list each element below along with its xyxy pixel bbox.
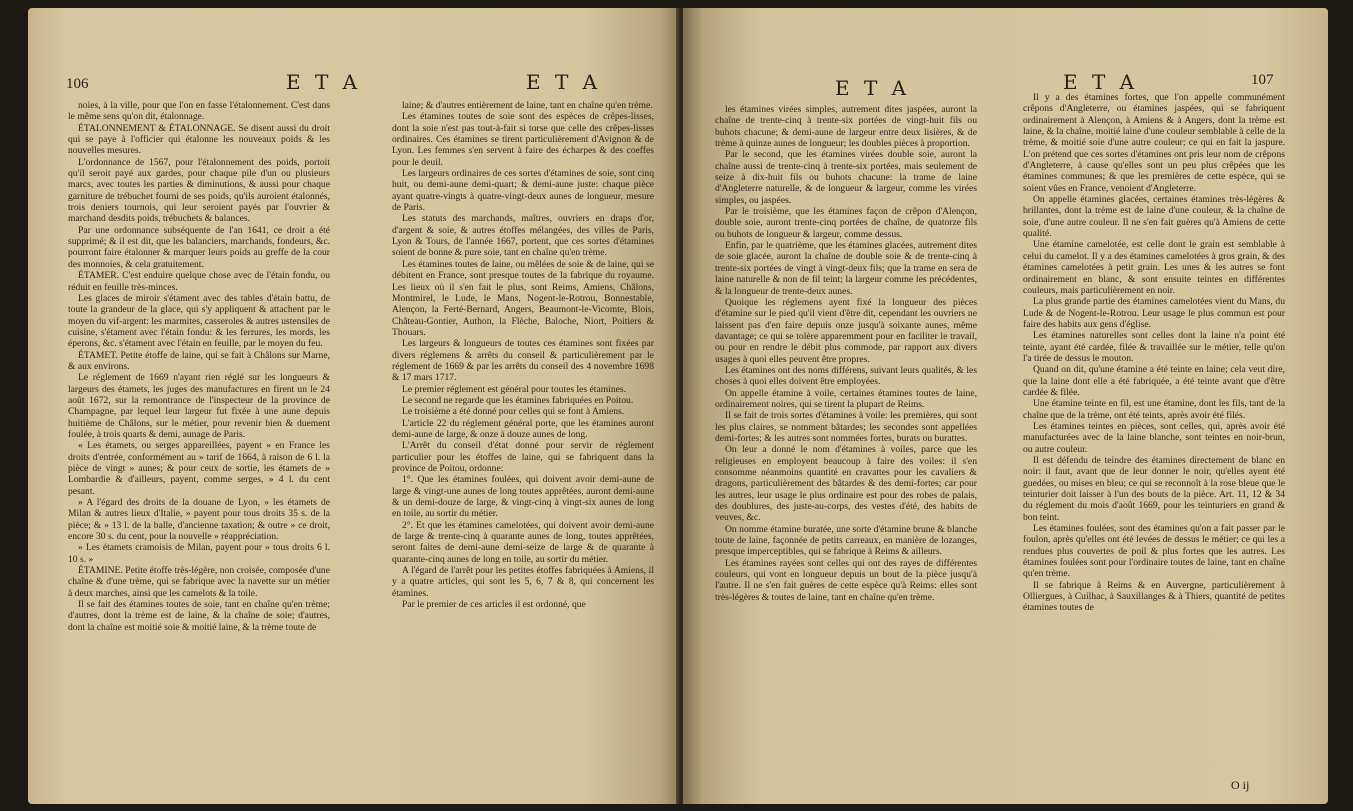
paragraph: On appelle étamine à voile, certaines étamines toutes de laine, ordinairement noires, qui se tirent la plupart de Reims. [715, 387, 977, 410]
paragraph: Par une ordonnance subséquente de l'an 1641, ce droit a été supprimé; & il est dit, que les balanciers, marchands, fondeurs, &c. pourront faire étalonner & marquer leurs poids au greffe de la cour des monnoies, & cela gratuitement. [68, 224, 330, 270]
paragraph: Les étamines rayées sont celles qui ont des rayes de différentes couleurs, qui vont en longueur depuis un bout de la pièce jusqu'à l'autre. Il ne s'en fait guères de cette espèce qu'à Reims: elles sont très-légères & toutes de laine, tant en chaîne qu'en trème. [715, 557, 977, 603]
running-head-right-1: E T A [835, 76, 911, 100]
paragraph: Les étamines ont des noms différens, suivant leurs qualités, & les choses à quoi elles doivent être employées. [715, 364, 977, 388]
right-page [683, 8, 1328, 804]
paragraph: ÉTAMER. C'est enduire quelque chose avec de l'étain fondu, ou réduit en feuille très-minces. [68, 270, 330, 293]
paragraph: 2°. Et que les étamines camelotées, qui doivent avoir demi-aune de large & trente-cinq à quarante aunes de long, toutes apprêtées, seront faites de demi-aune demi-seize de large & de quarante à quarante-cinq aunes de long en toile, au sortir du métier. [392, 519, 654, 565]
paragraph: noies, à la ville, pour que l'on en fasse l'étalonnement. C'est dans le même sens qu'on dit, étalonnage. [68, 100, 330, 123]
paragraph: Il est défendu de teindre des étamines directement de blanc en noir: il faut, avant que de leur donner le noir, qu'elles ayent été guedées, ou mises en bleu; ce qui se reconnoît à la rose bleue que le teinturier doit laisser à l'un des bouts de la pièce. Art. 11, 12 & 34 du réglement du mois d'août 1669, pour les teinturiers en grand & bon teint. [1023, 455, 1285, 523]
paragraph: » Les étamets cramoisis de Milan, payent pour » tous droits 6 l. 10 s. » [68, 542, 330, 565]
paragraph: Une étamine camelotée, est celle dont le grain est semblable à celui du camelot. Il y a des étamines camelotées à gros grain, & des étamines camelotées à petit grain. Les unes & les autres se font ordinairement en blanc, & sont ensuite teintes en différentes couleurs, mais particulièrement en noir. [1023, 239, 1285, 296]
paragraph: Les largeurs ordinaires de ces sortes d'étamines de soie, sont cinq huit, ou demi-aune demi-quart; & demi-aune juste: chaque pièce ayant quatre-vingts à quatre-vingt-deux aunes de longueur, mesure de Paris. [392, 168, 654, 214]
paragraph: Par le troisième, que les étamines façon de crêpon d'Alençon, double soie, auront trente-cinq portées de chaîne, de quatorze fils ou buhots de longueur & largeur, comme dessus. [715, 206, 977, 240]
paragraph: Les étamines toutes de soie sont des espèces de crêpes-lisses, dont la soie n'est pas tout-à-fait si torse que celle des crêpes-lisses ordinaires. Ces étamines se tirent particulièrement d'Avignon & de Lyon. Les femmes s'en servent à faire des écharpes & des coeffes pour le deuil. [392, 111, 654, 168]
paragraph: On appelle étamines glacées, certaines étamines très-légères & brillantes, dont la trème est de laine d'une couleur, & la chaîne de soie, d'une autre couleur. Il ne s'en fait guères qu'à Amiens de cette qualité. [1023, 194, 1285, 240]
paragraph: Les étamines foulées, sont des étamines qu'on a fait passer par le foulon, après qu'elles ont été levées de dessus le métier; ce qui les a rendues plus couvertes de poil & plus fortes que les autres. Les étamines foulées sont pour l'ordinaire toutes de laine, tant en chaîne qu'en trème. [1023, 523, 1285, 580]
paragraph: Les statuts des marchands, maîtres, ouvriers en draps d'or, d'argent & soie, & autres étoffes mélangées, des villes de Paris, Lyon & Tours, de l'année 1667, portent, que ces sortes d'étamines soient de bonne & pure soie, tant en chaîne qu'en trème. [392, 213, 654, 259]
paragraph: Il se fait de trois sortes d'étamines à voile: les premières, qui sont les plus claires, se nomment bâtardes; les secondes sont appellées demi-fortes; & les autres sont nommées fortes, burats ou burattes. [715, 410, 977, 444]
paragraph: ÉTALONNEMENT & ÉTALONNAGE. Se disent aussi du droit qui se paye à l'officier qui étalonne les nouveaux poids & les nouvelles mesures. [68, 122, 330, 157]
paragraph: Quoique les réglemens ayent fixé la longueur des pièces d'étamine sur le pied qu'il vient d'être dit, cependant les ouvriers ne laissent pas d'en faire depuis onze jusqu'à soixante aunes, même davantage; ce qui se tolère apparemment pour en faciliter le travail, ou pour en rendre le débit plus commode, par rapport aux divers usages à quoi elles peuvent être propres. [715, 296, 977, 365]
paragraph: Il se fait des étamines toutes de soie, tant en chaîne qu'en trème; d'autres, dont la trème est de laine, & la chaîne de soie; d'autres, dont la chaîne est moitié soie & moitié laine, & la trème toute de [68, 599, 330, 633]
paragraph: Par le premier de ces articles il est ordonné, que [402, 599, 586, 611]
paragraph: « Les étamets, ou serges appareillées, payent » en France les droits d'entrée, conformément au » tarif de 1664, à raison de 6 l. la pièce de vingt » aunes; & pour ceux de sortie, les étamets de » Lombardie & d'ailleurs, payent, comme serges, » 4 l. du cent pesant. [68, 440, 330, 497]
page-number-right: 107 [1251, 72, 1274, 88]
right-column-1 [715, 104, 977, 784]
running-head-left-1: E T A [286, 70, 362, 94]
paragraph: Une étamine teinte en fil, est une étamine, dont les fils, tant de la chaîne que de la trème, ont été teints, après avoir été filés. [1023, 398, 1285, 421]
left-page [28, 8, 680, 804]
paragraph: L'article 22 du réglement général porte, que les étamines auront demi-aune de large, & onze à douze aunes de long. [392, 417, 654, 440]
paragraph: Les étamines teintes en pièces, sont celles, qui, après avoir été manufacturées avec de la laine blanche, sont teintes en noir-brun, ou autre couleur. [1023, 420, 1285, 455]
paragraph: On leur a donné le nom d'étamines à voiles, parce que les religieuses en employent beaucoup à faire des voiles: il s'en consomme néanmoins quantité en cravattes pour les cavaliers & dragons, particulièrement des bâtardes & des demi-fortes; car pour les autres, leur usage le plus ordinaire est pour des robes de palais, des doublures, des juste-au-corps, des vestes d'été, des habits de veuves, &c. [715, 444, 977, 524]
paragraph: » A l'égard des droits de la douane de Lyon, » les étamets de Milan & autres lieux d'Italie, » payent pour tous droits 35 s. de la pièce; & » 13 l. de la balle, d'ancienne taxation; & outre » ce droit, encore 30 s. du cent, pour la nouvelle » réappréciation. [68, 497, 330, 543]
right-column-2 [1023, 92, 1285, 772]
paragraph: Le réglement de 1669 n'ayant rien réglé sur les longueurs & largeurs des étamets, les juges des manufactures en firent un le 24 août 1672, sur la remontrance de l'inspecteur de la province de Champagne, par lequel leur largeur fut fixée à une aune depuis huitième de Châlons, sur le métier, pour revenir bien & duement foulée, à trois quarts & demi, aunage de Paris. [68, 372, 330, 440]
paragraph: Par le second, que les étamines virées double soie, auront la chaîne aussi de trente-cinq à trente-six portées, mais seulement de seize à dix-huit fils ou buhots chacune: la trame de laine d'Angleterre naturelle, & de longueur & largeur, comme les virées simples, ou jaspées. [715, 149, 977, 206]
paragraph: Les étamines naturelles sont celles dont la laine n'a point été teinte, ayant été cardée, filée & travaillée sur le métier, telle qu'on l'a tirée de dessus le mouton. [1023, 330, 1285, 364]
paragraph: Les largeurs & longueurs de toutes ces étamines sont fixées par divers réglemens & arrêts du conseil & particulièrement par le réglement de 1669 & par les arrêts du conseil des 4 novembre 1698 & 17 mars 1717. [392, 338, 654, 384]
paragraph: Il y a des étamines fortes, que l'on appelle communément crêpons d'Angleterre, ou étamines jaspées, qui se fabriquent ordinairement à Alençon, à Amiens & à Angers, dont la trème est laine, & la chaîne, moitié laine d'une couleur semblable à celle de la trème, & moitié soie d'une autre couleur; ce qui en fait la jaspure. L'on prétend que ces sortes d'étamines ont pris leur nom de crêpons d'Angleterre, à cause qu'elles sont un peu plus crêpées que les étamines communes; & que les premières de cette espèce, qui se soient vûes en France, venoient d'Angleterre. [1023, 92, 1285, 194]
paragraph: Il se fabrique à Reims & en Auvergne, particulièrement à Olliergues, à Cuilhac, à Sauxillanges & à Thiers, quantité de petites étamines toutes de [1023, 579, 1285, 614]
paragraph: Le troisième a été donné pour celles qui se font à Amiens. [402, 406, 625, 418]
left-column-1 [68, 100, 330, 780]
paragraph: Les glaces de miroir s'étament avec des tables d'étain battu, de toute la grandeur de la glace, qui s'y appliquent & attachent par le moyen du vif-argent: les marmites, casseroles & autres ustensiles de cuisine, s'étament avec l'étain fondu: & les ferrures, les mords, les éperons, &c. s'étament avec l'étain en feuille, par le moyen du feu. [68, 292, 330, 350]
paragraph: Les étamines toutes de laine, ou mêlées de soie & de laine, qui se débitent en France, sont presque toutes de la fabrique du royaume. Les lieux où il s'en fait le plus, sont Reims, Amiens, Châlons, Montmirel, le Lude, le Mans, Nogent-le-Rotrou, Bonnestable, Alençon, la Ferté-Bernard, Angers, Beaumont-le-Vicomte, Blois, Château-Gontier, Authon, la Flèche, Baloche, Niort, Poitiers & Thouars. [392, 258, 654, 338]
paragraph: Le premier réglement est général pour toutes les étamines. [402, 383, 627, 395]
paragraph: Le second ne regarde que les étamines fabriquées en Poitou. [402, 394, 634, 406]
left-column-2 [392, 100, 654, 780]
paragraph: Enfin, par le quatrième, que les étamines glacées, autrement dites de soie glacée, auront la chaîne de double soie & de trente-cinq à trente-six portées de vingt à vingt-deux fils; que la trame en sera de laine naturelle & non de fil teint; la largeur comme les précédentes, & la longueur de trente-deux aunes. [715, 240, 977, 297]
page-number-left: 106 [66, 76, 89, 92]
paragraph: On nomme étamine buratée, une sorte d'étamine brune & blanche toute de laine, façonnée de petits carreaux, en manière de lozanges, presque imperceptibles, qui se fabrique à Reims & ailleurs. [715, 523, 977, 558]
paragraph: ÉTAMINE. Petite étoffe très-légère, non croisée, composée d'une chaîne & d'une trème, qui se fabrique avec la navette sur un métier à deux marches, ainsi que les camelots & la toile. [68, 565, 330, 599]
paragraph: Quand on dit, qu'une étamine a été teinte en laine; cela veut dire, que la laine dont elle a été fabriquée, a été teinte avant que d'être cardée & filée. [1023, 364, 1285, 398]
paragraph: A l'égard de l'arrêt pour les petites étoffes fabriquées à Amiens, il y a quatre articles, qui sont les 5, 6, 7 & 8, qui concernent les étamines. [392, 565, 654, 599]
paragraph: laine; & d'autres entièrement de laine, tant en chaîne qu'en trème. [402, 100, 653, 111]
running-head-right-2: E T A [1063, 70, 1139, 94]
paragraph: ÉTAMET. Petite étoffe de laine, qui se fait à Châlons sur Marne, & aux environs. [68, 349, 330, 372]
paragraph: L'ordonnance de 1567, pour l'étalonnement des poids, portoit qu'il seroit payé aux gardes, pour chaque pile d'un ou plusieurs marcs, avec toutes les parties & diminutions, & aussi pour chaque garniture de trébuchet fourni de ses poids, qu'ils auroient étalonnés, trois deniers tournois, qui leur seroient payés par l'ouvrier & marchand desdits poids, trébuchets & balances. [68, 156, 330, 225]
paragraph: L'Arrêt du conseil d'état donné pour servir de réglement particulier pour les étoffes de laine, qui se fabriquent dans la province de Poitou, ordonne: [392, 440, 654, 474]
signature-mark: O ij [1231, 778, 1250, 792]
open-book [28, 8, 1328, 806]
paragraph: les étamines virées simples, autrement dites jaspées, auront la chaîne de trente-cinq à trente-six portées de vingt-huit fils ou buhots chacune; & demi-aune de largeur entre deux lisières, & de trème à quinze aunes de longueur; les doubles pièces à proportion. [715, 104, 977, 150]
paragraph: La plus grande partie des étamines camelotées vient du Mans, du Lude & de Nogent-le-Rotrou. Leur usage le plus commun est pour faire des habits aux gens d'église. [1023, 296, 1285, 330]
running-head-left-2: E T A [526, 70, 602, 94]
paragraph: 1°. Que les étamines foulées, qui doivent avoir demi-aune de large & vingt-une aunes de long toutes apprêtées, auront demi-aune & un demi-douze de large, & vingt-cinq à vingt-six aunes de long en toile, au sortir du métier. [392, 474, 654, 520]
